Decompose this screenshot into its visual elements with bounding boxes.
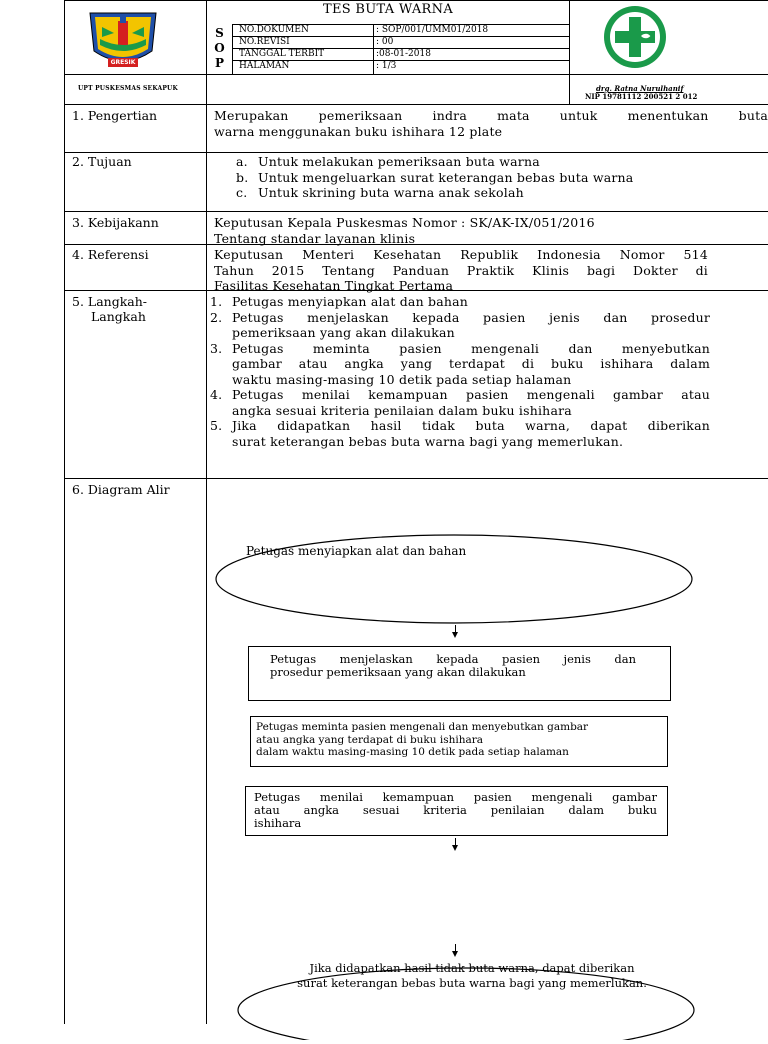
meta-label-halaman: HALAMAN xyxy=(239,61,290,71)
label-tujuan: 2. Tujuan xyxy=(72,154,132,169)
step-line: surat keterangan bebas buta warna bagi yang memerlukan. xyxy=(232,433,624,449)
list-marker: b. xyxy=(236,169,249,185)
langkah-list xyxy=(210,294,710,449)
organization-name: UPT PUSKESMAS SEKAPUK xyxy=(78,85,178,92)
flow-step-text xyxy=(270,653,636,679)
list-item xyxy=(210,418,710,449)
meta-label-no-revisi: NO.REVISI xyxy=(239,37,290,47)
logo-puskesmas xyxy=(601,5,669,70)
flow-end-line: surat keterangan bebas buta warna bagi yang memerlukan. xyxy=(297,976,647,990)
pengertian-line: warna menggunakan buku ishihara 12 plate xyxy=(214,123,503,139)
list-marker: 4. xyxy=(210,387,223,402)
signatory-nip: NIP 19781112 200521 2 012 xyxy=(585,92,698,101)
step-line: gambar atau angka yang terdapat di buku ishihara dalam xyxy=(232,356,710,371)
label-langkah xyxy=(72,294,147,324)
logo-caption: GRESIK xyxy=(110,59,136,66)
step-line: Petugas menilai kemampuan pasien mengenali gambar atau xyxy=(232,387,710,402)
list-item-text: Untuk skrining buta warna anak sekolah xyxy=(258,185,524,200)
sop-letter-p: P xyxy=(214,56,225,70)
meta-value-halaman: : 1/3 xyxy=(376,61,397,71)
signatory-name: drg. Ratna Nurulhanif xyxy=(596,84,684,93)
step-line: waktu masing-masing 10 detik pada setiap halaman xyxy=(232,371,572,387)
list-item xyxy=(236,185,766,201)
list-marker: 5. xyxy=(210,418,223,433)
referensi-line: Fasilitas Kesehatan Tingkat Pertama xyxy=(214,278,454,293)
kebijakan-text xyxy=(214,215,768,246)
referensi-text xyxy=(214,247,708,294)
sop-letters xyxy=(207,26,232,71)
list-marker: a. xyxy=(236,154,248,169)
label-langkah-line1: 5. Langkah- xyxy=(72,294,148,309)
label-pengertian: 1. Pengertian xyxy=(72,108,158,123)
meta-value-tanggal-terbit: :08-01-2018 xyxy=(376,49,431,59)
referensi-line: Tahun 2015 Tentang Panduan Praktik Klinis bagi Dokter di xyxy=(214,262,708,278)
list-item-text: Untuk mengeluarkan surat keterangan bebas buta warna xyxy=(258,169,634,185)
list-marker: 3. xyxy=(210,340,223,356)
list-item-text: Untuk melakukan pemeriksaan buta warna xyxy=(258,154,540,169)
step-line: Jika didapatkan hasil tidak buta warna, dapat diberikan xyxy=(232,418,710,433)
flow-end-line: Jika didapatkan hasil tidak buta warna, dapat diberikan xyxy=(309,961,635,975)
kebijakan-line: Tentang standar layanan klinis xyxy=(214,230,416,246)
flow-step-line: Petugas menilai kemampuan pasien mengenali gambar xyxy=(254,790,657,804)
flow-step-text xyxy=(254,791,657,830)
sop-letter-s: S xyxy=(215,26,224,40)
referensi-line: Keputusan Menteri Kesehatan Republik Indonesia Nomor 514 xyxy=(214,247,708,262)
flow-step-line: ishihara xyxy=(254,816,302,830)
label-langkah-line2: Langkah xyxy=(91,309,146,324)
flow-step-line: atau angka sesuai kriteria penilaian dalam buku xyxy=(254,803,657,817)
list-item xyxy=(210,310,710,341)
pengertian-text xyxy=(214,108,768,139)
flow-step-line: prosedur pemeriksaan yang akan dilakukan xyxy=(270,665,526,679)
step-line: Petugas meminta pasien mengenali dan menyebutkan xyxy=(232,340,710,356)
step-line: Petugas menjelaskan kepada pasien jenis dan prosedur xyxy=(232,309,710,325)
label-referensi: 4. Referensi xyxy=(72,247,149,262)
list-marker: c. xyxy=(236,185,248,200)
meta-value-no-dokumen: : SOP/001/UMM01/2018 xyxy=(376,25,489,35)
tujuan-list xyxy=(236,154,766,201)
label-diagram-alir: 6. Diagram Alir xyxy=(72,482,170,497)
pengertian-line: Merupakan pemeriksaan indra mata untuk menentukan buta xyxy=(214,108,768,123)
flow-arrow xyxy=(452,845,458,851)
meta-label-no-dokumen: NO.DOKUMEN xyxy=(239,25,309,35)
step-line: angka sesuai kriteria penilaian dalam buku ishihara xyxy=(232,402,572,418)
list-item xyxy=(210,387,710,418)
step-line: pemeriksaan yang akan dilakukan xyxy=(232,325,455,340)
list-marker: 2. xyxy=(210,309,223,325)
flow-step-line: Petugas menjelaskan kepada pasien jenis dan xyxy=(270,652,636,666)
list-item xyxy=(236,154,766,170)
flow-step-line: dalam waktu masing-masing 10 detik pada setiap halaman xyxy=(256,746,569,758)
sop-letter-o: O xyxy=(214,41,225,55)
meta-value-no-revisi: : 00 xyxy=(376,37,394,47)
list-item xyxy=(210,341,710,388)
list-item xyxy=(210,294,710,310)
flow-step-text xyxy=(256,721,664,759)
step-line: Petugas menyiapkan alat dan bahan xyxy=(232,294,469,309)
flow-arrow xyxy=(452,632,458,638)
label-kebijakan: 3. Kebijakann xyxy=(72,215,159,230)
flow-start-text: Petugas menyiapkan alat dan bahan xyxy=(246,544,467,558)
kebijakan-line: Keputusan Kepala Puskesmas Nomor : SK/AK-IX/051/2016 xyxy=(214,215,595,230)
list-marker: 1. xyxy=(210,294,223,309)
document-title: TES BUTA WARNA xyxy=(322,2,454,17)
list-item xyxy=(236,170,766,186)
logo-gresik xyxy=(84,5,162,71)
meta-label-tanggal-terbit: TANGGAL TERBIT xyxy=(239,49,325,59)
flow-step-line: atau angka yang terdapat di buku ishihara xyxy=(256,733,484,746)
flow-step-line: Petugas meminta pasien mengenali dan menyebutkan gambar xyxy=(256,721,589,733)
row-line xyxy=(64,74,207,75)
flow-end-text xyxy=(252,961,692,991)
flow-arrow xyxy=(452,951,458,957)
